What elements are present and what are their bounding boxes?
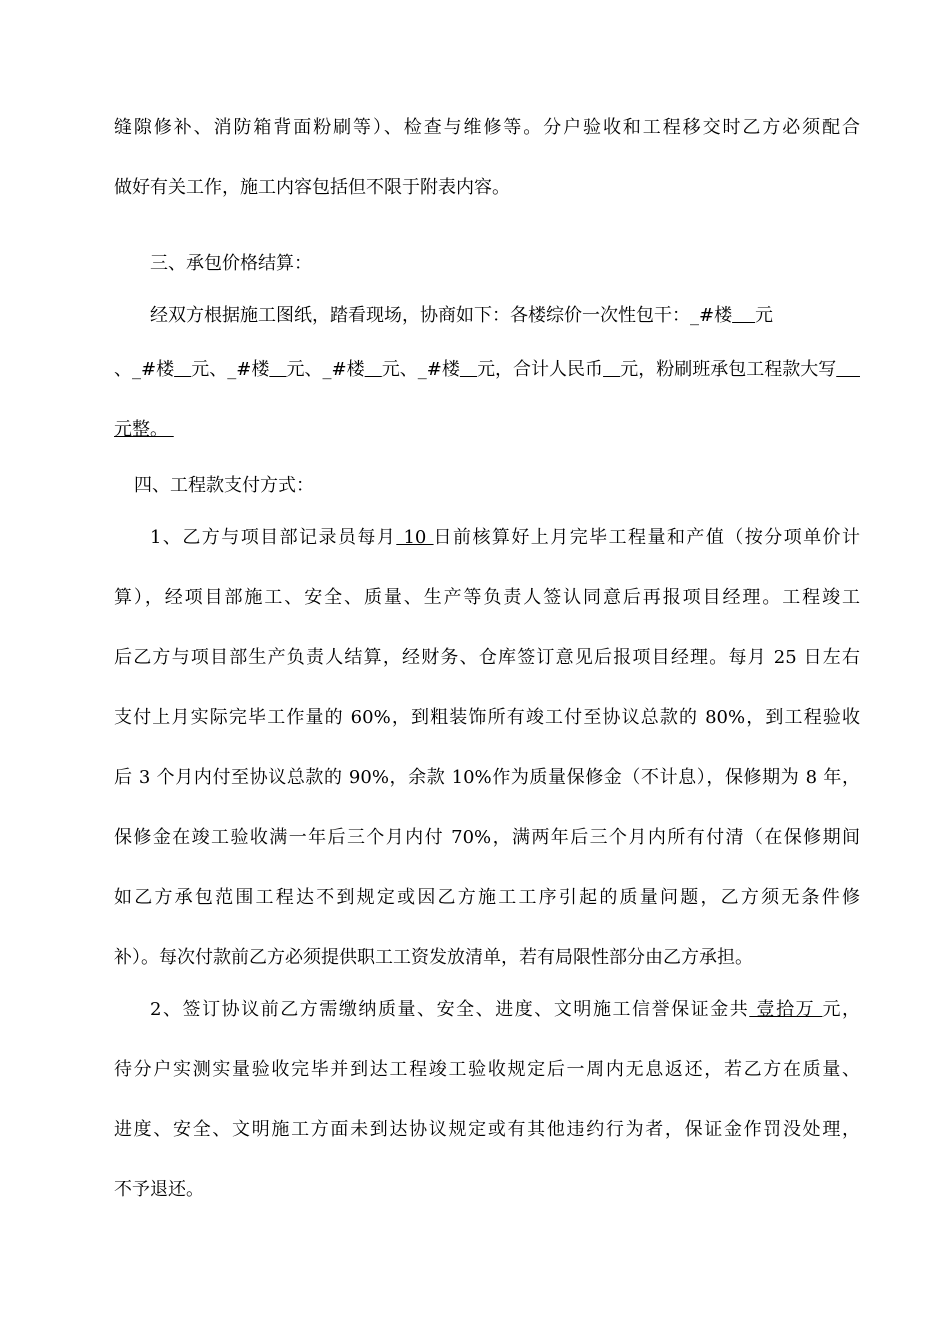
building-label: _#楼 xyxy=(417,359,460,380)
item-1-line-2: 算），经项目部施工、安全、质量、生产等负责人签认同意后再报项目经理。工程竣工 xyxy=(114,587,860,608)
text-fragment: 1、乙方与项目部记录员每月 xyxy=(150,527,397,548)
text-fragment: 元、 xyxy=(191,359,228,380)
blank-amount xyxy=(836,359,860,380)
text-fragment: 2、签订协议前乙方需缴纳质量、安全、进度、文明施工信誉保证金共 xyxy=(150,999,750,1020)
item-1-line-5: 后 3 个月内付至协议总款的 90%，余款 10%作为质量保修金（不计息），保修期为 8 年， xyxy=(114,767,860,788)
section-3-line-1 xyxy=(114,304,860,328)
intro-line-2: 做好有关工作，施工内容包括但不限于附表内容。 xyxy=(114,177,510,198)
building-label: _#楼 xyxy=(690,305,733,326)
item-1-line-3: 后乙方与项目部生产负责人结算，经财务、仓库签订意见后报项目经理。每月 25 日左右 xyxy=(114,647,860,668)
item-2-line-4: 不予退还。 xyxy=(114,1179,204,1200)
text-fragment: 元、 xyxy=(381,359,418,380)
item-2-line-2: 待分户实测实量验收完毕并到达工程竣工验收规定后一周内无息返还，若乙方在质量、 xyxy=(114,1059,860,1080)
item-1-line-6: 保修金在竣工验收满一年后三个月内付 70%，满两年后三个月内所有付清（在保修期间 xyxy=(114,827,860,848)
intro-line-1: 缝隙修补、消防箱背面粉刷等）、检查与维修等。分户验收和工程移交时乙方必须配合 xyxy=(114,117,860,138)
text-fragment: 元， xyxy=(822,999,860,1020)
deposit-amount: 壹拾万 xyxy=(749,999,823,1020)
text-fragment: 、 xyxy=(114,359,132,380)
item-1-line-8: 补）。每次付款前乙方必须提供职工工资发放清单，若有局限性部分由乙方承担。 xyxy=(114,947,753,968)
blank-amount xyxy=(603,359,620,380)
day-of-month: 10 xyxy=(396,527,434,548)
section-3-line-2 xyxy=(114,358,860,382)
blank-amount xyxy=(460,359,477,380)
text-fragment: 元、 xyxy=(286,359,323,380)
item-1-line-4: 支付上月实际完毕工作量的 60%，到粗装饰所有竣工付至协议总款的 80%，到工程验收 xyxy=(114,707,860,728)
building-label: _#楼 xyxy=(227,359,270,380)
blank-amount xyxy=(174,359,191,380)
item-1-line-1 xyxy=(114,526,860,550)
section-3-line-3 xyxy=(114,418,860,442)
blank-amount xyxy=(269,359,286,380)
building-label: _#楼 xyxy=(132,359,175,380)
blank-amount xyxy=(732,305,755,326)
section-4-heading: 四、工程款支付方式： xyxy=(134,475,314,496)
currency-unit: 元 xyxy=(754,305,773,326)
building-label: _#楼 xyxy=(322,359,365,380)
blank-amount xyxy=(365,359,382,380)
amount-in-words-end: 元整。 xyxy=(114,419,174,440)
item-2-line-3: 进度、安全、文明施工方面未到达协议规定或有其他违约行为者，保证金作罚没处理， xyxy=(114,1119,860,1140)
section-3-heading: 三、承包价格结算： xyxy=(150,253,312,274)
text-fragment: 元，合计人民币 xyxy=(477,359,604,380)
item-1-line-7: 如乙方承包范围工程达不到规定或因乙方施工工序引起的质量问题，乙方须无条件修 xyxy=(114,887,860,908)
text-fragment: 元，粉刷班承包工程款大写 xyxy=(620,359,837,380)
item-2-line-1 xyxy=(114,998,860,1022)
text-fragment: 日前核算好上月完毕工程量和产值（按分项单价计 xyxy=(433,527,860,548)
section-3-text: 经双方根据施工图纸，踏看现场，协商如下：各楼综价一次性包干： xyxy=(150,305,690,326)
